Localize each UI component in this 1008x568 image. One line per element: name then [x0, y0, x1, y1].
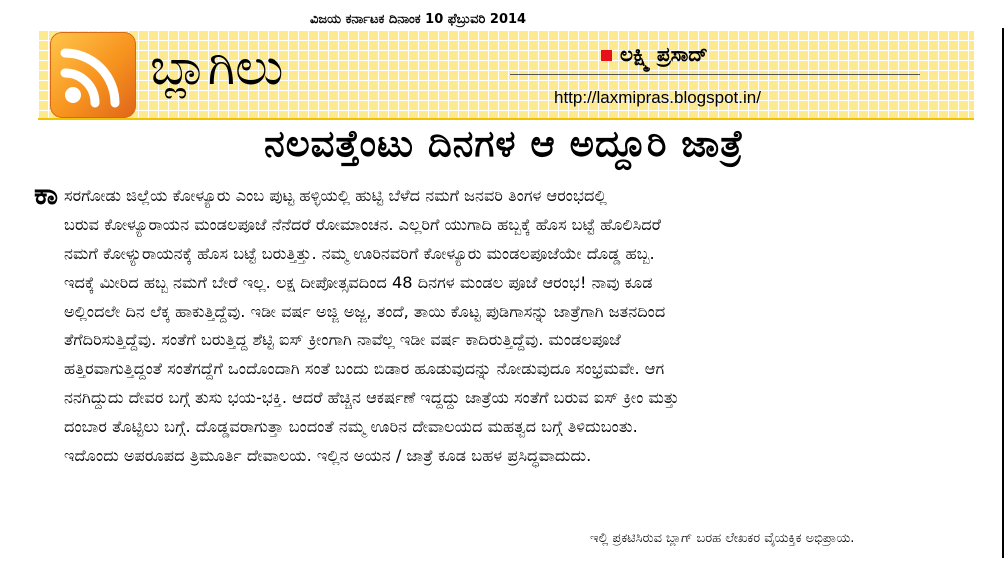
rss-icon-glyph [51, 33, 135, 117]
blog-title: ಬ್ಲಾಗಿಲು [150, 38, 284, 96]
article-line: ಹತ್ತಿರವಾಗುತ್ತಿದ್ದಂತೆ ಸಂತೆಗದ್ದೆಗೆ ಒಂದೊಂದಾಗಿ ಸಂತೆ ಬಂದು ಬಿಡಾರ ಹೂಡುವುದನ್ನು ನೋಡುವುದೂ ಸಂಭ್ರಮವೇ. ಆಗ [64, 359, 665, 379]
blog-url[interactable]: http://laxmipras.blogspot.in/ [554, 88, 761, 107]
dateline: ವಿಜಯ ಕರ್ನಾಟಕ ದಿನಾಂಕ 10 ಫೆಬ್ರುವರಿ 2014 [310, 12, 527, 27]
drop-cap: ಕಾ [34, 177, 59, 212]
article-headline: ನಲವತ್ತೆಂಟು ದಿನಗಳ ಆ ಅದ್ದೂರಿ ಜಾತ್ರೆ [264, 122, 744, 165]
author-name: ಲಕ್ಷ್ಮಿ ಪ್ರಸಾದ್ [620, 42, 708, 66]
article-body [34, 177, 974, 471]
article-line: ಇದೊಂದು ಅಪರೂಪದ ತ್ರಿಮೂರ್ತಿ ದೇವಾಲಯ. ಇಲ್ಲಿನ ಅಯನ / ಜಾತ್ರೆ ಕೂಡ ಬಹಳ ಪ್ರಸಿದ್ಧವಾದುದು. [64, 446, 592, 466]
article-line: ಬರುವ ಕೋಳ್ಯೂರಾಯನ ಮಂಡಲಪೂಜೆ ನೆನೆದರೆ ರೋಮಾಂಚನ. ಎಲ್ಲರಿಗೆ ಯುಗಾದಿ ಹಬ್ಬಕ್ಕೆ ಹೊಸ ಬಟ್ಟೆ ಹೊಲಿಸಿದರೆ [64, 214, 661, 234]
article-line: ದಂಬಾರ ತೊಟ್ಟಿಲು ಬಗ್ಗೆ. ದೊಡ್ಡವರಾಗುತ್ತಾ ಬಂದಂತೆ ನಮ್ಮ ಊರಿನ ದೇವಾಲಯದ ಮಹತ್ವದ ಬಗ್ಗೆ ತಿಳಿದುಬಂತು. [64, 417, 638, 437]
rss-icon [50, 32, 136, 118]
article-line: ಅಲ್ಲಿಂದಲೇ ದಿನ ಲೆಕ್ಕ ಹಾಕುತ್ತಿದ್ದೆವು. ಇಡೀ ವರ್ಷ ಅಜ್ಜಿ ಅಜ್ಜ, ತಂದೆ, ತಾಯಿ ಕೊಟ್ಟ ಪುಡಿಗಾಸನ್ನು ಜಾತ್ರೆಗಾಗಿ ಜತನದಿಂದ [64, 301, 666, 321]
article-line: ನಮಗೆ ಕೋಳ್ಯುರಾಯನಕ್ಕೆ ಹೊಸ ಬಟ್ಟೆ ಬರುತ್ತಿತ್ತು. ನಮ್ಮ ಊರಿನವರಿಗೆ ಕೋಳ್ಯೂರು ಮಂಡಲಪೂಜೆಯೇ ದೊಡ್ಡ ಹಬ್ಬ. [64, 243, 655, 263]
article-line: ತೆಗೆದಿರಿಸುತ್ತಿದ್ದೆವು. ಸಂತೆಗೆ ಬರುತ್ತಿದ್ದ ಶೆಟ್ಟಿ ಐಸ್ ಕ್ರೀಂಗಾಗಿ ನಾವೆಲ್ಲ ಇಡೀ ವರ್ಷ ಕಾದಿರುತ್ತಿದ್ದೆವು. ಮಂಡಲಪೂಜೆ [64, 330, 621, 350]
blog-banner [38, 30, 974, 120]
article-line: ನನಗಿದ್ದುದು ದೇವರ ಬಗ್ಗೆ ತುಸು ಭಯ-ಭಕ್ತಿ. ಆದರೆ ಹೆಚ್ಚಿನ ಆಕರ್ಷಣೆ ಇದ್ದದ್ದು ಜಾತ್ರೆಯ ಸಂತೆಗೆ ಬರುವ ಐಸ್ ಕ್ರೀಂ ಮತ್ತು [64, 388, 680, 408]
page-edge-rule [1002, 28, 1004, 558]
article-line: ಸರಗೋಡು ಜಿಲ್ಲೆಯ ಕೋಳ್ಯೂರು ಎಂಬ ಪುಟ್ಟ ಹಳ್ಳಿಯಲ್ಲಿ ಹುಟ್ಟಿ ಬೆಳೆದ ನಮಗೆ ಜನವರಿ ತಿಂಗಳ ಆರಂಭದಲ್ಲಿ [64, 186, 607, 205]
bullet-icon [601, 50, 612, 61]
disclaimer: ಇಲ್ಲಿ ಪ್ರಕಟಿಸಿರುವ ಬ್ಲಾಗ್ ಬರಹ ಲೇಖಕರ ವೈಯಕ್ತಿಕ ಅಭಿಪ್ರಾಯ. [590, 531, 855, 546]
banner-divider [510, 74, 920, 75]
article-line: ಇದಕ್ಕೆ ಮೀರಿದ ಹಬ್ಬ ನಮಗೆ ಬೇರೆ ಇಲ್ಲ. ಲಕ್ಷ ದೀಪೋತ್ಸವದಿಂದ 48 ದಿನಗಳ ಮಂಡಲ ಪೂಜೆ ಆರಂಭ! ನಾವು ಕೂಡ [64, 272, 653, 292]
